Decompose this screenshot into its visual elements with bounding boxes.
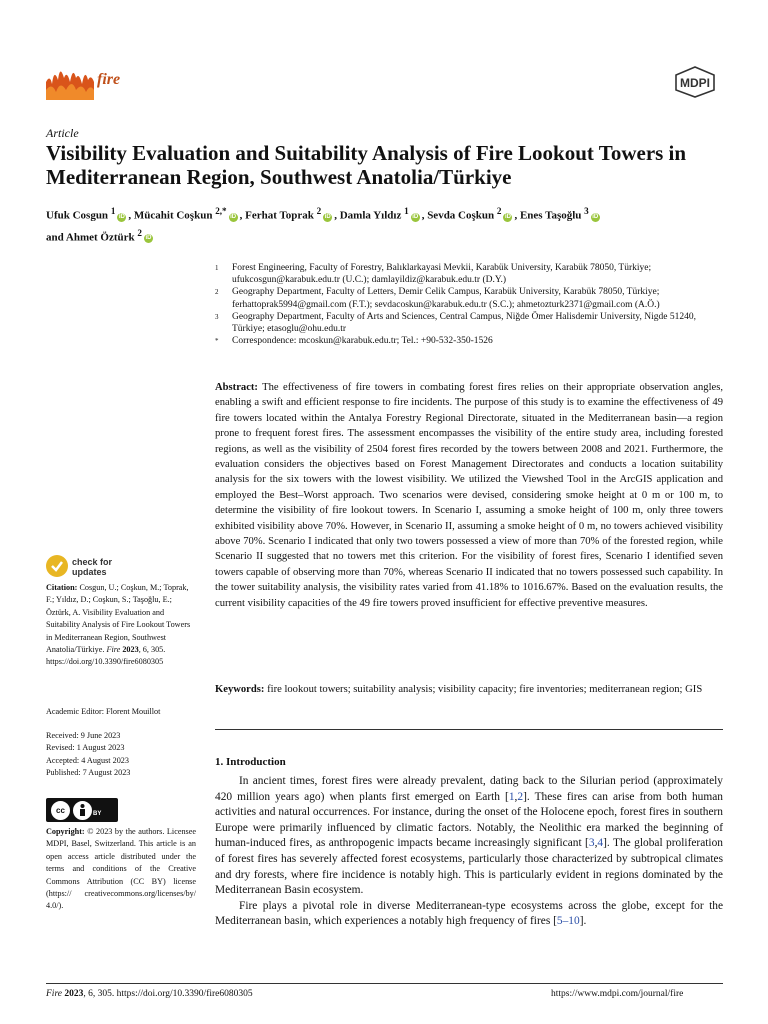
- keywords-text: fire lookout towers; suitability analysis; visibility capacity; fire inventories; mediterranean region; GIS: [267, 684, 703, 695]
- author-name: Enes Taşoğlu: [519, 209, 582, 222]
- reference-link[interactable]: 1: [508, 790, 515, 803]
- reference-link[interactable]: 5–10: [556, 915, 580, 928]
- orcid-icon[interactable]: iD: [230, 213, 237, 220]
- abstract-text: The effectiveness of fire towers in combating forest fires relies on their appropriate observation angles, enabling a swift and efficient response to fire incidents. The purpose of this study is to examine the effectiveness of 49 fire towers located within the Antalya Forestry Regional Directorate, situated in the Mediterranean basin—a region prone to frequent forest fires. The assessment encompasses the visibility of the entire study area, including forested regions, as well as the visibility of 2504 forest fires recorded by the towers between 2008 and 2021. Furthermore, the evaluation considers the objectives based on Forest Management Directorates and conducts a location suitability analysis for the six towers with the lowest visibility. We utilized the Viewshed Tool in the ArcGIS application and employed the Best–Worst approach. Two scenarios were devised, considering smoke height at 0 m or 100 m, to determine the visibility of fire lookout towers. In Scenario I, assuming a smoke height of 100 m, only three towers exhibited visibility above 70%. However, in Scenario II, assuming a smoke height of 0 m, no towers achieved visibility above 70%. Scenario I indicated that only two towers possessed a view of more than 70% of the forested region, while Scenario II suggested that no towers met this criterion. For the visibility of forest fires, Scenario I identified seven towers capable of observing more than 70%, whereas Scenario II indicated that no towers possessed such capability. In the tower suitability analysis, the visibility rates varied from 41.18% to 1016.67%. Based on the evaluation results, the current visibility capacities of the 49 fire towers proved insufficient for effective preventive measures.: [215, 382, 723, 609]
- affiliation-item: 3 Geography Department, Faculty of Arts and Sciences, Central Campus, Niğde Ömer Halisdemir University, Nigde 51240, Türkiye; etasoglu@ohu.edu.tr: [215, 311, 696, 335]
- footer-citation: Fire 2023, 6, 305. https://doi.org/10.3390/fire6080305: [46, 989, 253, 999]
- introduction-body: [215, 774, 723, 930]
- author-name: Ahmet Öztürk: [65, 231, 135, 244]
- abstract: [215, 380, 723, 611]
- keywords-label: Keywords:: [215, 684, 265, 695]
- journal-logo: [46, 60, 94, 100]
- footer-divider: [46, 983, 723, 984]
- divider: [215, 729, 723, 730]
- orcid-icon[interactable]: iD: [324, 213, 331, 220]
- dates: Received: 9 June 2023 Revised: 1 August 2023 Accepted: 4 August 2023 Published: 7 August 2023: [46, 731, 131, 778]
- check-for-updates-button[interactable]: check for updates: [46, 555, 126, 581]
- cc-by-license-badge[interactable]: cc BY: [46, 798, 118, 822]
- author-name: Sevda Coşkun: [427, 209, 495, 222]
- journal-name: fire: [97, 71, 121, 88]
- paragraph: In ancient times, forest fires were already prevalent, dating back to the Silurian period (approximately 420 million years ago) when plants first emerged on Earth [1,2]. These fires can arise from both human activities and natural occurrences. For instance, during the onset of the Holocene epoch, forest fires in southern Europe were primarily influenced by climatic factors. Notably, the Neolithic era marked the beginning of human-induced fires, as anthropogenic impacts became increasingly significant [3,4]. The global proliferation of forest fires has severely affected forest ecosystems, particularly those characterized by subtropical climates and dry forests, where fire incidence is notably high. This is particularly evident in regions dominated by the Mediterranean Basin ecosystem.: [215, 775, 723, 897]
- reference-link[interactable]: 3: [588, 837, 595, 850]
- footer-journal-url[interactable]: https://www.mdpi.com/journal/fire: [551, 989, 684, 999]
- mdpi-text: MDPI: [680, 76, 710, 90]
- section-heading: 1. Introduction: [215, 756, 286, 768]
- author-name: Mücahit Coşkun: [133, 209, 213, 222]
- affiliations: [215, 262, 730, 347]
- orcid-icon[interactable]: iD: [145, 235, 152, 242]
- academic-editor: Academic Editor: Florent Mouillot: [46, 707, 161, 716]
- cc-icon: cc: [50, 800, 71, 821]
- copyright: Copyright: © 2023 by the authors. Licensee MDPI, Basel, Switzerland. This article is an open access article distributed under the terms and conditions of the Creative Commons Attribution (CC BY) license (https:// creativecommons.org/licenses/by/ 4.0/).: [46, 827, 197, 911]
- affiliation-item: 1 Forest Engineering, Faculty of Forestry, Balıklarkayasi Mevkii, Karabük University, Karabük 78050, Türkiye; ufukcosgun@karabuk.edu.tr (U.C.); damlayildiz@karabuk.edu.tr (D.Y.): [215, 263, 652, 286]
- author-list: Ufuk Cosgun $^1$iD , Mücahit Coşkun $^{2,*}$iD , Ferhat Toprak $^2$iD , Damla Yıldız $^1$iD , Sevda Coşkun $^2$iD , Enes Taşoğlu $^3$iD and Ahmet Öztürk $^2$iD: [46, 206, 599, 244]
- author-name: Ferhat Toprak: [245, 209, 314, 222]
- mdpi-logo: [667, 66, 723, 103]
- orcid-icon[interactable]: iD: [504, 213, 511, 220]
- orcid-icon[interactable]: iD: [412, 213, 419, 220]
- paragraph: Fire plays a pivotal role in diverse Mediterranean-type ecosystems across the globe, except for the Mediterranean basin, which experiences a notably high frequency of fires [5–10].: [215, 899, 723, 928]
- orcid-icon[interactable]: iD: [592, 213, 599, 220]
- correspondence: * Correspondence: mcoskun@karabuk.edu.tr; Tel.: +90-532-350-1526: [215, 336, 493, 347]
- author-name: Damla Yıldız: [339, 209, 402, 222]
- affiliation-item: 2 Geography Department, Faculty of Letters, Demir Celik Campus, Karabük University, Karabük 78050, Türkiye; ferhattoprak5994@gmail.com (F.T.); sevdacoskun@karabuk.edu.tr (S.C.); ahmetozturk2371@gmail.com (A.Ö.): [215, 287, 660, 310]
- check-updates-icon: [46, 555, 68, 577]
- author-name: Ufuk Cosgun: [46, 209, 109, 222]
- keywords: [215, 682, 723, 697]
- article-type: Article: [46, 126, 79, 140]
- orcid-icon[interactable]: iD: [118, 213, 125, 220]
- reference-link[interactable]: 4: [597, 837, 604, 850]
- citation: Citation: Cosgun, U.; Coşkun, M.; Toprak, F.; Yıldız, D.; Coşkun, S.; Taşoğlu, E.; Öztürk, A. Visibility Evaluation and Suitability Analysis of Fire Lookout Towers in Mediterranean Region, Southwest Anatolia/Türkiye. Fire 2023, 6, 305. https://doi.org/10.3390/fire6080305: [46, 583, 191, 667]
- abstract-label: Abstract:: [215, 382, 258, 393]
- reference-link[interactable]: 2: [517, 790, 524, 803]
- paper-title: Visibility Evaluation and Suitability Analysis of Fire Lookout Towers in Mediterranean Region, Southwest Anatolia/Türkiye: [46, 141, 687, 189]
- person-icon: [72, 800, 93, 821]
